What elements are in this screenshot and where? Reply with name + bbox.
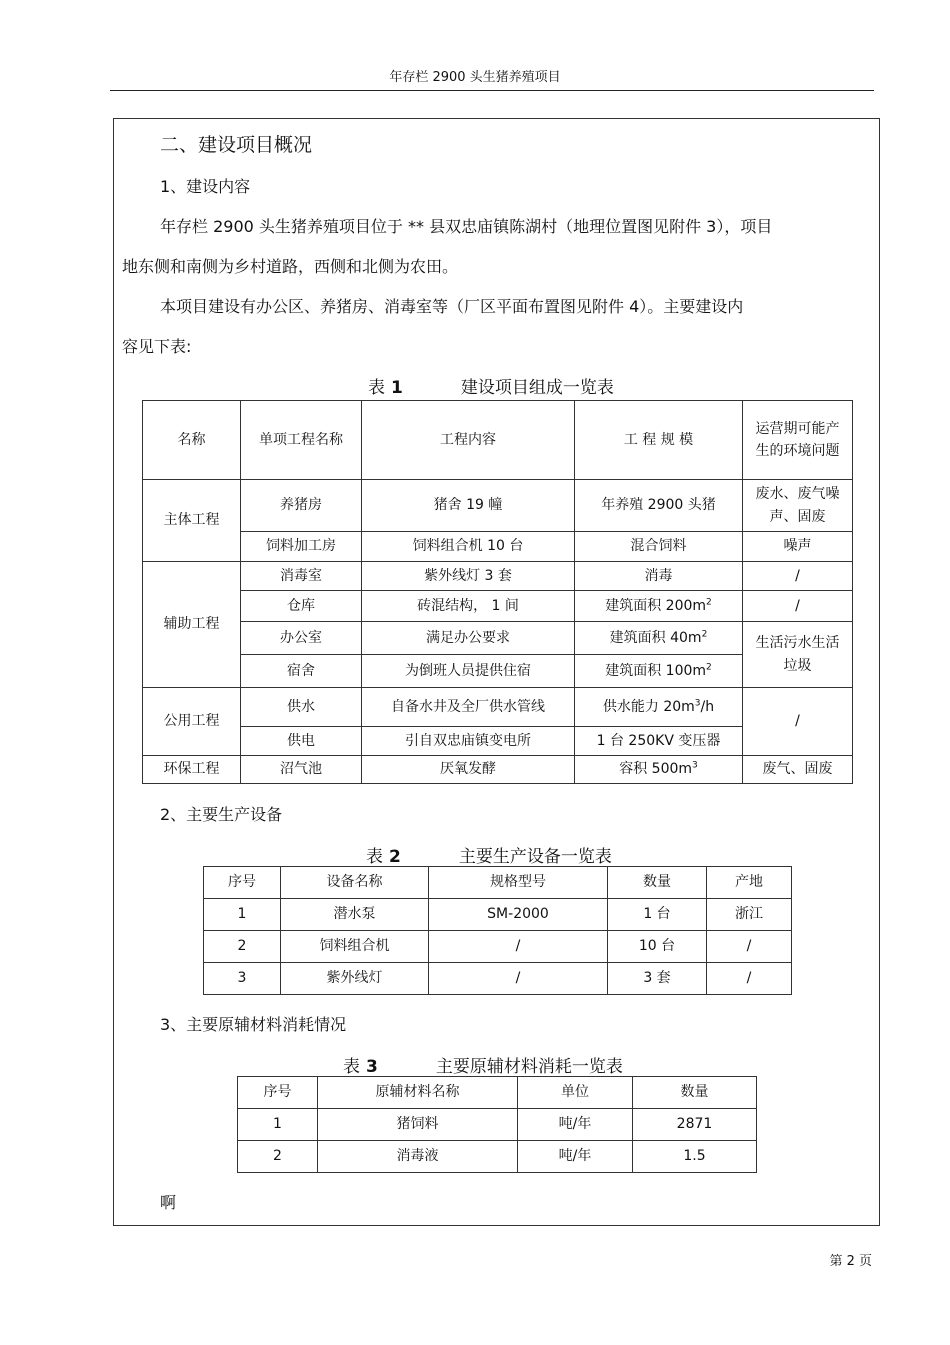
table-cell: 宿舍 — [241, 655, 362, 688]
table-cell: 噪声 — [743, 532, 853, 562]
table-row — [143, 591, 853, 622]
table-cell: 紫外线灯 3 套 — [362, 562, 575, 591]
header-cell: 序号 — [238, 1077, 318, 1109]
table-cell — [575, 622, 743, 655]
table-header-row — [238, 1077, 757, 1109]
table2-caption-text: 主要生产设备一览表 — [458, 847, 612, 867]
table2 — [203, 866, 792, 995]
table-cell: 2871 — [633, 1109, 757, 1141]
table-cell: 1 — [238, 1109, 318, 1141]
table-cell: 废水、废气噪声、固废 — [743, 480, 853, 532]
table-cell: / — [429, 963, 608, 995]
table-cell: 消毒液 — [318, 1141, 518, 1173]
table-row — [238, 1141, 757, 1173]
header-cell: 原辅材料名称 — [318, 1077, 518, 1109]
table-cell: 沼气池 — [241, 756, 362, 784]
table-cell: 为倒班人员提供住宿 — [362, 655, 575, 688]
header-cell: 规格型号 — [429, 867, 608, 899]
table-cell: 砖混结构， 1 间 — [362, 591, 575, 622]
header-cell: 名称 — [143, 401, 241, 480]
table1-caption — [368, 373, 614, 398]
scale-text: 建筑面积 40m — [609, 629, 702, 646]
table-cell: 饲料加工房 — [241, 532, 362, 562]
table-row — [204, 931, 792, 963]
header-cell: 设备名称 — [281, 867, 429, 899]
table-row — [204, 899, 792, 931]
table-cell: 废气、固废 — [743, 756, 853, 784]
table-cell: 混合饲料 — [575, 532, 743, 562]
table-row — [143, 532, 853, 562]
table-cell — [575, 756, 743, 784]
table1-caption-text: 建设项目组成一览表 — [460, 378, 614, 398]
group-cell: 主体工程 — [143, 480, 241, 562]
scale-text: 供水能力 20m — [602, 698, 695, 715]
table-cell: / — [707, 931, 792, 963]
table3-caption-num: 3 — [366, 1057, 378, 1077]
table1-caption-num: 1 — [391, 378, 403, 398]
table-cell: 10 台 — [608, 931, 707, 963]
para1-line1: 年存栏 2900 头生猪养殖项目位于 ** 县双忠庙镇陈湖村（地理位置图见附件 3），项目 — [160, 217, 773, 236]
header-cell: 数量 — [608, 867, 707, 899]
table-cell: 3 — [204, 963, 281, 995]
table1-caption-prefix: 表 — [368, 378, 385, 398]
table-cell: / — [707, 963, 792, 995]
table-cell — [575, 655, 743, 688]
table-row — [143, 688, 853, 727]
table-cell: 1 台 250KV 变压器 — [575, 727, 743, 756]
table2-caption-prefix: 表 — [366, 847, 383, 867]
table3-caption-prefix: 表 — [343, 1057, 360, 1077]
scale-exponent: 3 — [692, 760, 698, 771]
table-cell: 消毒 — [575, 562, 743, 591]
header-cell: 数量 — [633, 1077, 757, 1109]
scale-text: 建筑面积 100m — [605, 662, 707, 679]
table-row — [204, 963, 792, 995]
scale-text: 容积 500m — [619, 761, 693, 778]
table-cell: 2 — [238, 1141, 318, 1173]
scale-exponent: 2 — [706, 662, 712, 673]
table-row — [143, 622, 853, 655]
table-cell: 消毒室 — [241, 562, 362, 591]
para1-line2: 地东侧和南侧为乡村道路，西侧和北侧为农田。 — [122, 257, 459, 276]
table-cell: 猪饲料 — [318, 1109, 518, 1141]
table-cell: 猪舍 19 幢 — [362, 480, 575, 532]
table3 — [237, 1076, 757, 1173]
table-cell: 自备水井及全厂供水管线 — [362, 688, 575, 727]
table-header-row — [143, 401, 853, 480]
table-cell: 潜水泵 — [281, 899, 429, 931]
scale-exponent: 2 — [706, 597, 712, 608]
header-cell: 单位 — [518, 1077, 633, 1109]
table2-caption-num: 2 — [389, 847, 401, 867]
scale-unit-tail: /h — [700, 698, 715, 715]
page-header: 年存栏 2900 头生猪养殖项目 — [389, 70, 561, 85]
table-row — [143, 480, 853, 532]
table-cell: 引自双忠庙镇变电所 — [362, 727, 575, 756]
section-title: 二、建设项目概况 — [160, 134, 313, 156]
table-cell: 1.5 — [633, 1141, 757, 1173]
header-cell: 产地 — [707, 867, 792, 899]
table3-caption-text: 主要原辅材料消耗一览表 — [435, 1057, 623, 1077]
table-cell: 饲料组合机 10 台 — [362, 532, 575, 562]
table-header-row — [204, 867, 792, 899]
page-number: 第 2 页 — [829, 1254, 872, 1269]
table-cell: 紫外线灯 — [281, 963, 429, 995]
scale-text: 建筑面积 200m — [605, 597, 707, 614]
table-cell: 办公室 — [241, 622, 362, 655]
table-cell: 吨/年 — [518, 1141, 633, 1173]
table-row — [143, 562, 853, 591]
table-cell — [575, 591, 743, 622]
table-cell: 年养殖 2900 头猪 — [575, 480, 743, 532]
header-cell: 工 程 规 模 — [575, 401, 743, 480]
group-cell: 辅助工程 — [143, 562, 241, 688]
table-row — [143, 756, 853, 784]
para2-line2: 容见下表: — [122, 337, 192, 356]
group-cell: 环保工程 — [143, 756, 241, 784]
table-cell: / — [743, 688, 853, 756]
scale-exponent: 3 — [694, 698, 701, 709]
trailing-text: 啊 — [160, 1193, 177, 1212]
table-cell: 1 — [204, 899, 281, 931]
table3-caption — [343, 1052, 623, 1077]
table-cell — [575, 688, 743, 727]
table-cell: 生活污水生活垃圾 — [743, 622, 853, 688]
header-rule — [110, 90, 874, 91]
table-cell: SM-2000 — [429, 899, 608, 931]
table-cell: 满足办公要求 — [362, 622, 575, 655]
table-cell: 仓库 — [241, 591, 362, 622]
header-cell: 序号 — [204, 867, 281, 899]
table-cell: / — [429, 931, 608, 963]
scale-exponent: 2 — [701, 629, 708, 640]
table1 — [142, 400, 853, 784]
table-row — [238, 1109, 757, 1141]
table-cell: 2 — [204, 931, 281, 963]
table-cell: 养猪房 — [241, 480, 362, 532]
table-cell: / — [743, 562, 853, 591]
table-cell: 供电 — [241, 727, 362, 756]
table-cell: 浙江 — [707, 899, 792, 931]
subsection-materials: 3、主要原辅材料消耗情况 — [160, 1015, 347, 1034]
table2-caption — [366, 842, 612, 867]
table-cell: 1 台 — [608, 899, 707, 931]
header-cell: 运营期可能产生的环境问题 — [743, 401, 853, 480]
table-cell: / — [743, 591, 853, 622]
table-cell: 3 套 — [608, 963, 707, 995]
header-cell: 单项工程名称 — [241, 401, 362, 480]
group-cell: 公用工程 — [143, 688, 241, 756]
subsection-construction: 1、建设内容 — [160, 177, 251, 196]
table-cell: 厌氧发酵 — [362, 756, 575, 784]
table-cell: 吨/年 — [518, 1109, 633, 1141]
table-cell: 饲料组合机 — [281, 931, 429, 963]
para2-line1: 本项目建设有办公区、养猪房、消毒室等（厂区平面布置图见附件 4）。主要建设内 — [160, 297, 744, 316]
table-cell: 供水 — [241, 688, 362, 727]
subsection-equipment: 2、主要生产设备 — [160, 805, 283, 824]
header-cell: 工程内容 — [362, 401, 575, 480]
